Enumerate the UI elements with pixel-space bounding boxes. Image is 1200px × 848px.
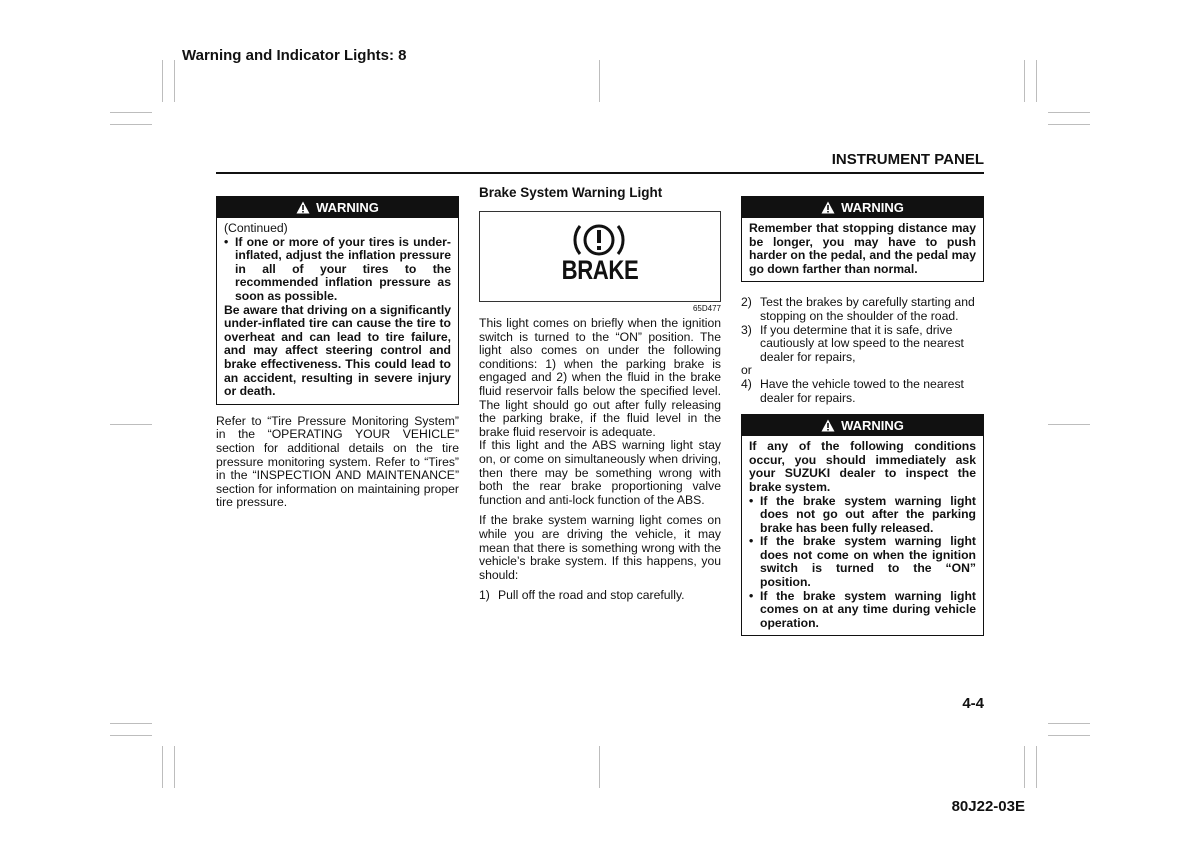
warning-label: WARNING [841, 200, 904, 215]
warning-box [741, 196, 984, 282]
bullet-mark: • [749, 534, 754, 549]
bullet-mark: • [224, 234, 229, 249]
crop-mark [162, 746, 163, 788]
warning-header [742, 415, 983, 436]
warning-triangle-icon [296, 201, 310, 214]
subsection-heading: Brake System Warning Light [479, 185, 663, 200]
list-number: 4) [741, 376, 752, 391]
column-left [216, 196, 459, 510]
warning-triangle-icon [821, 201, 835, 214]
list-text: Have the vehicle towed to the nearest dealer for repairs. [760, 376, 964, 405]
brake-light-figure [479, 211, 721, 302]
warning-bullet-text: If the brake system warning light comes on at any time during vehicle operation. [760, 588, 976, 630]
warning-body [217, 218, 458, 404]
crop-mark [1048, 424, 1090, 425]
list-text: Test the brakes by carefully starting and stopping on the shoulder of the road. [760, 295, 975, 323]
crop-mark [174, 746, 175, 788]
warning-label: WARNING [841, 418, 904, 434]
list-item [741, 296, 984, 323]
list-number: 1) [479, 588, 490, 603]
bullet-mark: • [749, 493, 754, 508]
refer-paragraph: Refer to “Tire Pressure Monitoring System” in the “OPERATING YOUR VEHICLE” section for additional details on the tire pressure monitoring system. Refer to “Tires” in the “INSPECTION AND MAINTENANCE” section for information on maintaining proper tire pressure. [216, 413, 459, 510]
warning-label: WARNING [316, 200, 379, 215]
warning-bullet [224, 236, 451, 304]
crop-mark [1048, 735, 1090, 736]
crop-mark [1036, 60, 1037, 102]
crop-mark [599, 746, 600, 788]
figure-code: 65D477 [692, 304, 721, 313]
document-code: 80J22-03E [951, 798, 1025, 815]
list-item [741, 324, 984, 365]
brake-warning-icon [569, 221, 629, 259]
crop-mark [162, 60, 163, 102]
warning-bullet-text: If one or more of your tires is under-inflated, adjust the inflation pressure in all of your tires to the recommended inflation pressure as soon as possible. [235, 234, 451, 303]
warning-bullet-text: If the brake system warning light does not come on when the ignition switch is turned to the “ON” position. [760, 534, 976, 590]
crop-mark [1024, 60, 1025, 102]
crop-mark [1048, 112, 1090, 113]
crop-mark [110, 735, 152, 736]
section-divider [216, 172, 984, 174]
crop-mark [110, 723, 152, 724]
warning-paragraph: Be aware that driving on a significantly under-inflated tire can cause the tire to overheat and can lead to tire failure, and may affect steering control and brake effectiveness. This could lead to an accident, resulting in severe injury or death. [224, 302, 451, 399]
brake-label: BRAKE [561, 255, 639, 285]
list-number: 2) [741, 295, 752, 310]
list-number: 3) [741, 322, 752, 337]
warning-box [741, 414, 984, 636]
list-text: If you determine that it is safe, drive cautiously at low speed to the nearest dealer for repairs, [760, 322, 964, 364]
warning-body [742, 436, 983, 635]
crop-mark [599, 60, 600, 102]
warning-header [742, 197, 983, 218]
warning-bullet [749, 590, 976, 631]
warning-bullet [749, 535, 976, 589]
continued-label: (Continued) [224, 221, 288, 235]
warning-bullet-text: If the brake system warning light does not go out after the parking brake has been fully released. [760, 493, 976, 535]
paragraph: If the brake system warning light comes on while you are driving the vehicle, it may mean that there is something wrong with the vehicle’s brake system. If this happens, you should: [479, 513, 721, 582]
warning-header [217, 197, 458, 218]
list-item [741, 378, 984, 405]
warning-intro: If any of the following conditions occur, you should immediately ask your SUZUKI dealer to inspect the brake system. [749, 439, 976, 494]
section-title: INSTRUMENT PANEL [831, 151, 984, 168]
list-item [479, 589, 721, 603]
document-header-title: Warning and Indicator Lights: 8 [182, 47, 407, 64]
crop-mark [110, 424, 152, 425]
list-text: Pull off the road and stop carefully. [498, 588, 685, 603]
crop-mark [1036, 746, 1037, 788]
column-right [741, 196, 984, 636]
warning-triangle-icon [821, 419, 835, 432]
crop-mark [1024, 746, 1025, 788]
warning-body: Remember that stopping distance may be longer, you may have to push harder on the pedal, and the pedal may go down farther than normal. [749, 221, 976, 276]
or-text: or [741, 363, 752, 378]
crop-mark [1048, 723, 1090, 724]
paragraph: This light comes on briefly when the ignition switch is turned to the “ON” position. The light also comes on under the following conditions: 1) when the parking brake is engaged and 2) when the fluid in the brake fluid reservoir falls below the specified level. The light should go out after fully releasing the parking brake, if the fluid level in the brake fluid reservoir is adequate. [479, 316, 721, 439]
crop-mark [1048, 124, 1090, 125]
warning-box [216, 196, 459, 405]
crop-mark [110, 124, 152, 125]
column-middle [479, 186, 721, 603]
page-number: 4-4 [962, 695, 984, 712]
bullet-mark: • [749, 588, 754, 603]
paragraph: If this light and the ABS warning light stay on, or come on simultaneously when driving, then there may be something wrong with both the rear brake proportioning valve function and anti-lock function of the ABS. [479, 438, 721, 507]
warning-bullet [749, 495, 976, 536]
crop-mark [174, 60, 175, 102]
crop-mark [110, 112, 152, 113]
